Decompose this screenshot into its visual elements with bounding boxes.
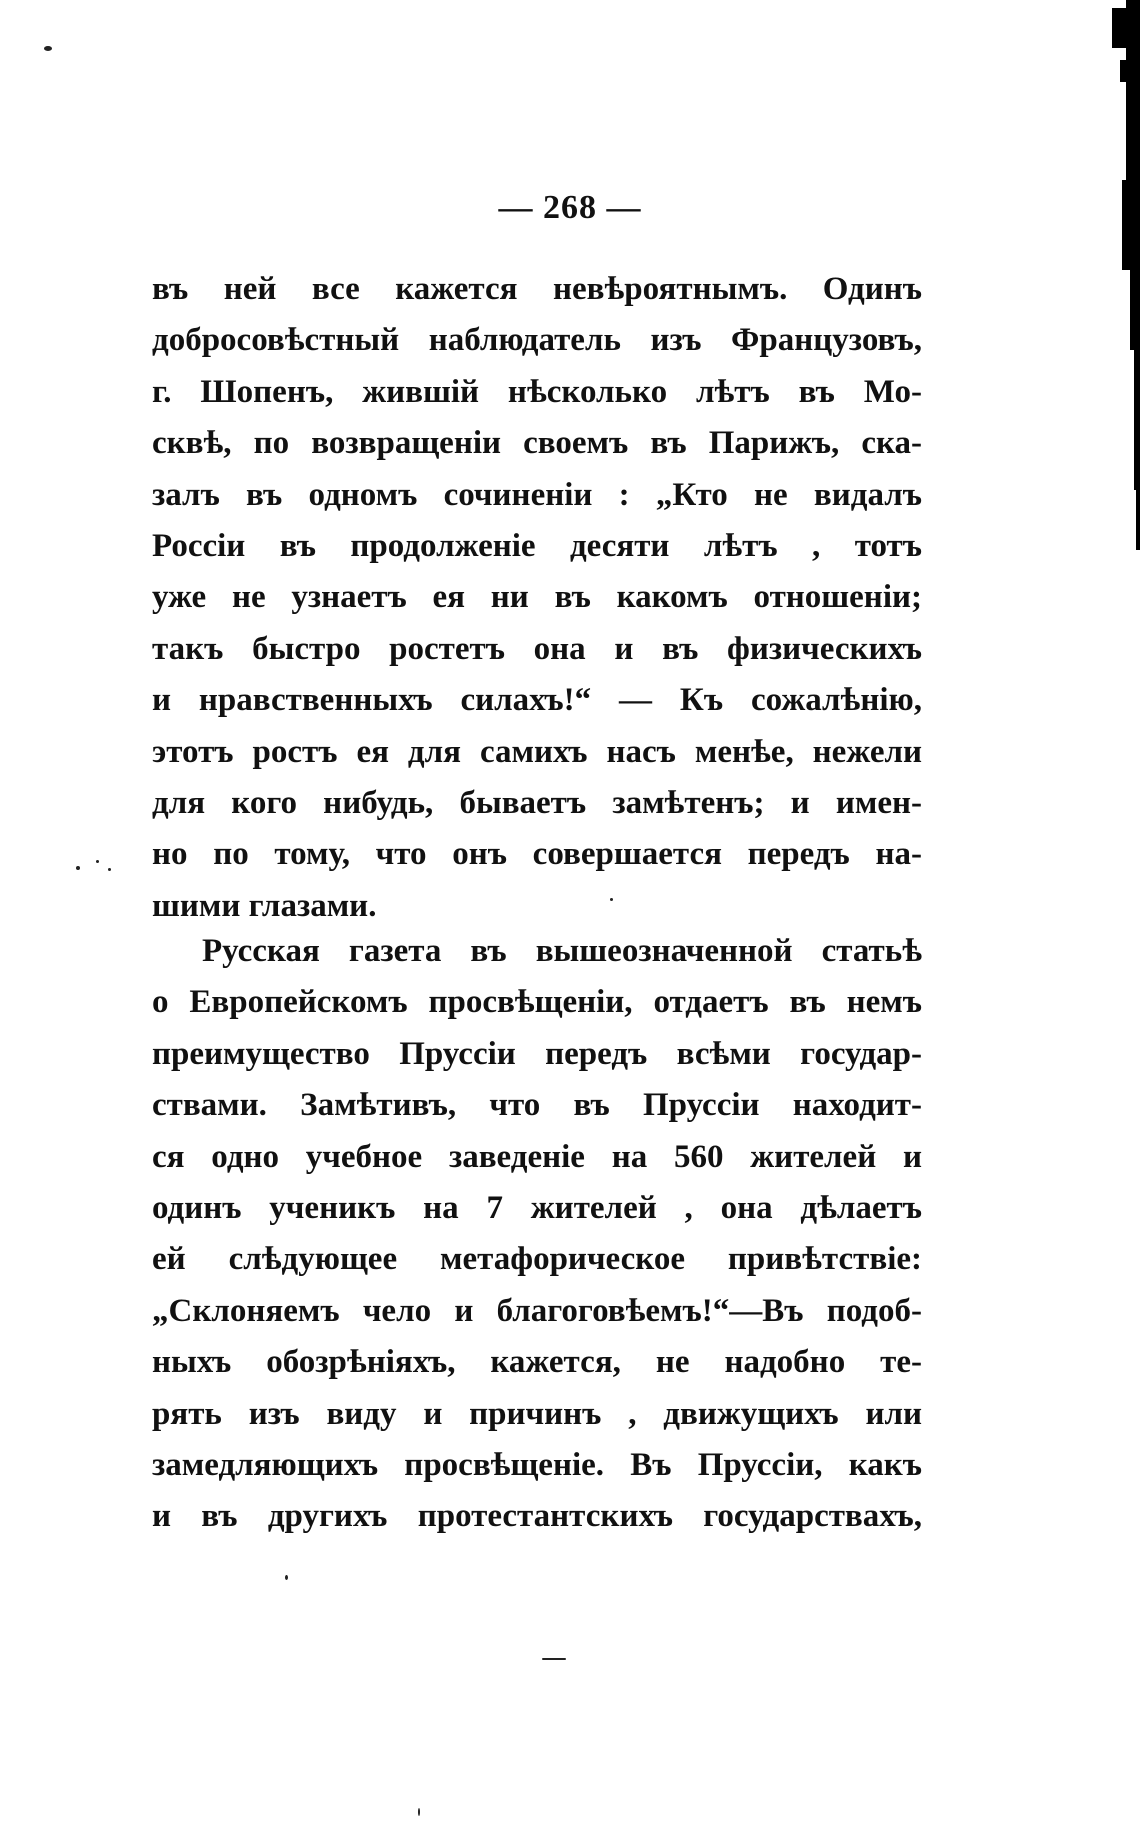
text-line: добросовѣстный наблюдатель изъ Французовъ, <box>152 322 922 359</box>
text-line: этотъ ростъ ея для самихъ насъ менѣе, нежели <box>152 733 922 770</box>
text-line: замедляющихъ просвѣщеніе. Въ Пруссіи, какъ <box>152 1446 922 1483</box>
text-line: сквѣ, по возвращеніи своемъ въ Парижъ, ска- <box>152 425 922 462</box>
text-line: но по тому, что онъ совершается передъ на- <box>152 836 922 873</box>
text-line: Россіи въ продолженіе десяти лѣтъ , тотъ <box>152 527 922 564</box>
binding-edge-shadow <box>1096 0 1140 560</box>
text-line: рять изъ виду и причинъ , движущихъ или <box>152 1395 922 1432</box>
paragraph-2 <box>152 926 922 1543</box>
text-line: преимущество Пруссіи передъ всѣми государ- <box>152 1035 922 1072</box>
text-line: шими глазами. <box>152 887 377 924</box>
text-line: уже не узнаетъ ея ни въ какомъ отношеніи; <box>152 579 922 616</box>
text-line: для кого нибудь, бываетъ замѣтенъ; и имен- <box>152 784 922 821</box>
text-line: ей слѣдующее метафорическое привѣтствіе: <box>152 1241 922 1278</box>
text-line: ныхъ обозрѣніяхъ, кажется, не надобно те- <box>152 1344 922 1381</box>
text-line: г. Шопенъ, жившій нѣсколько лѣтъ въ Мо- <box>152 373 922 410</box>
text-line: ся одно учебное заведеніе на 560 жителей и <box>152 1138 922 1175</box>
text-line: залъ въ одномъ сочиненіи : „Кто не видалъ <box>152 476 922 513</box>
text-line: Русская газета въ вышеозначенной статьѣ <box>202 933 922 969</box>
text-line: въ ней все кажется невѣроятнымъ. Одинъ <box>152 271 922 307</box>
text-line: „Склоняемъ чело и благоговѣемъ!“—Въ подоб- <box>152 1292 922 1329</box>
text-line: одинъ ученикъ на 7 жителей , она дѣлаетъ <box>152 1189 922 1226</box>
paragraph-1 <box>152 264 922 932</box>
text-line: и нравственныхъ силахъ!“ — Къ сожалѣнію, <box>152 682 922 719</box>
page-number: — 268 — <box>498 189 642 226</box>
text-line: ствами. Замѣтивъ, что въ Пруссіи находит- <box>152 1087 922 1124</box>
text-line: такъ быстро ростетъ она и въ физическихъ <box>152 630 922 667</box>
text-line: и въ другихъ протестантскихъ государствахъ, <box>152 1498 922 1535</box>
text-line: о Европейскомъ просвѣщеніи, отдаетъ въ немъ <box>152 984 922 1021</box>
